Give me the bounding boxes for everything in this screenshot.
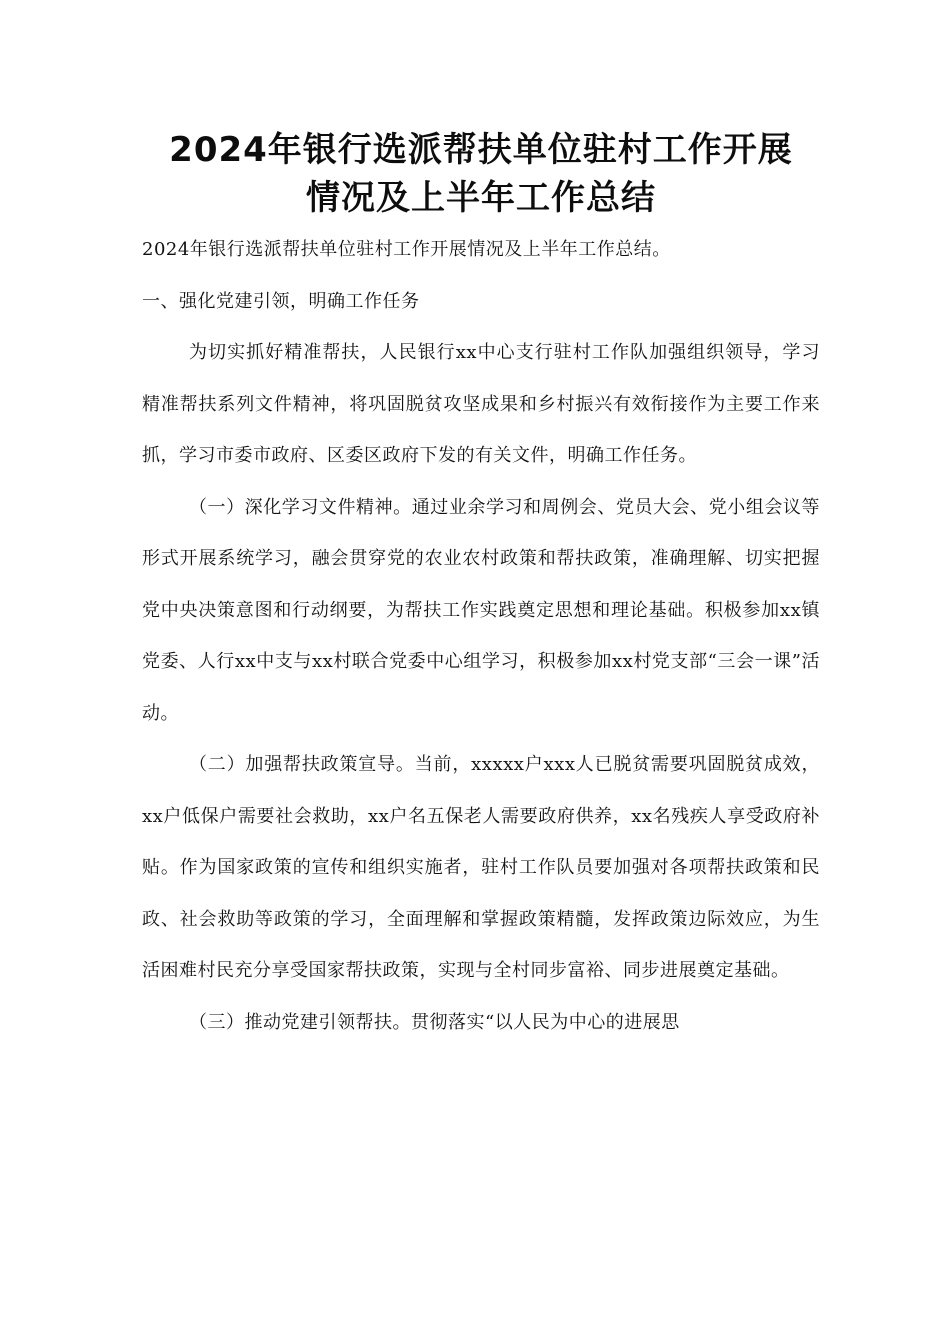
body-paragraph-1: 为切实抓好精准帮扶，人民银行xx中心支行驻村工作队加强组织领导，学习精准帮扶系列文件精神，将巩固脱贫攻坚成果和乡村振兴有效衔接作为主要工作来抓，学习市委市政府、区委区政府下发的有关文件，明确工作任务。 (142, 342, 820, 466)
intro-paragraph: 2024年银行选派帮扶单位驻村工作开展情况及上半年工作总结。 (142, 239, 671, 260)
title-line-1: 2024年银行选派帮扶单位驻村工作开展 (169, 130, 793, 170)
body-paragraph-3: （二）加强帮扶政策宣导。当前，xxxxx户xxx人已脱贫需要巩固脱贫成效，xx户低保户需要社会救助，xx户名五保老人需要政府供养，xx名残疾人享受政府补贴。作为国家政策的宣传和组织实施者，驻村工作队员要加强对各项帮扶政策和民政、社会救助等政策的学习，全面理解和掌握政策精髓，发挥政策边际效应，为生活困难村民充分享受国家帮扶政策，实现与全村同步富裕、同步进展奠定基础。 (142, 754, 820, 981)
body-paragraph-4: （三）推动党建引领帮扶。贯彻落实“以人民为中心的进展思 (189, 1011, 680, 1033)
body-paragraph-2: （一）深化学习文件精神。通过业余学习和周例会、党员大会、党小组会议等形式开展系统学习，融会贯穿党的农业农村政策和帮扶政策，准确理解、切实把握党中央决策意图和行动纲要，为帮扶工作实践奠定思想和理论基础。积极参加xx镇党委、人行xx中支与xx村联合党委中心组学习，积极参加xx村党支部“三会一课”活动。 (142, 496, 820, 724)
document-title (142, 126, 820, 222)
title-line-2: 情况及上半年工作总结 (306, 178, 656, 218)
section-heading-1: 一、强化党建引领，明确工作任务 (142, 290, 420, 312)
